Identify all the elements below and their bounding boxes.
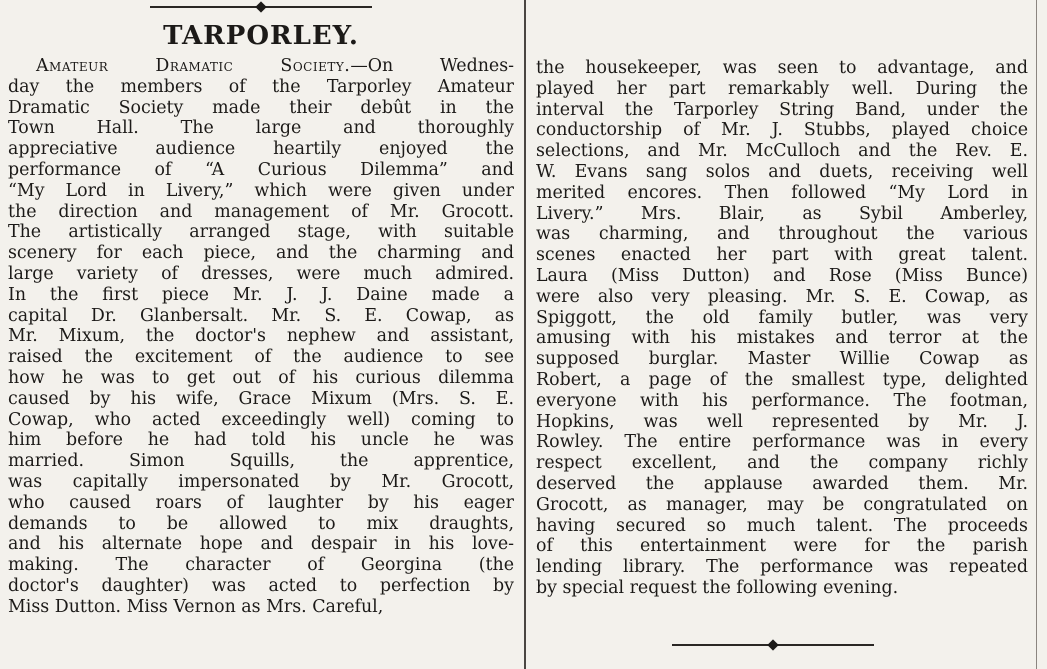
text-line: him before he had told his uncle he was xyxy=(8,430,514,451)
text-line: merited encores. Then followed “My Lord in xyxy=(536,182,1028,203)
text-line: and his alternate hope and despair in his love- xyxy=(8,534,514,555)
text-line: “My Lord in Livery,” which were given under xyxy=(8,180,514,201)
text-line: how he was to get out of his curious dilemma xyxy=(8,367,514,388)
text-line: everyone with his performance. The footman, xyxy=(536,390,1028,411)
text-line: selections, and Mr. McCulloch and the Rev. E. xyxy=(536,141,1028,162)
headline: TARPORLEY. xyxy=(163,21,359,51)
text-line: day the members of the Tarporley Amateur xyxy=(8,76,514,97)
text-line: deserved the applause awarded them. Mr. xyxy=(536,473,1028,494)
text-line: Laura (Miss Dutton) and Rose (Miss Bunce) xyxy=(536,265,1028,286)
text-line: large variety of dresses, were much admired. xyxy=(8,263,514,284)
text-line: scenes enacted her part with great talent. xyxy=(536,245,1028,266)
text-line: played her part remarkably well. During the xyxy=(536,78,1028,99)
text-line: Spiggott, the old family butler, was very xyxy=(536,307,1028,328)
text-line: the housekeeper, was seen to advantage, and xyxy=(536,58,1028,78)
text-line: Hopkins, was well represented by Mr. J. xyxy=(536,411,1028,432)
text-line: respect excellent, and the company richly xyxy=(536,453,1028,474)
text-line: the direction and management of Mr. Grocott. xyxy=(8,201,514,222)
text-line: Mr. Mixum, the doctor's nephew and assistant, xyxy=(8,326,514,347)
text-line: scenery for each piece, and the charming and xyxy=(8,243,514,264)
text-line: Grocott, as manager, may be congratulated on xyxy=(536,494,1028,515)
text-line: of this entertainment were for the parish xyxy=(536,536,1028,557)
text-line xyxy=(8,56,514,77)
text-line: married. Simon Squills, the apprentice, xyxy=(8,451,514,472)
column-divider xyxy=(524,0,526,669)
text-line: Miss Dutton. Miss Vernon as Mrs. Careful, xyxy=(8,596,384,617)
text-line: Dramatic Society made their debût in the xyxy=(8,97,514,118)
text-line: having secured so much talent. The proceeds xyxy=(536,515,1028,536)
top-rule-diamond xyxy=(255,1,266,12)
text-line: appreciative audience heartily enjoyed the xyxy=(8,139,514,160)
bottom-rule-diamond xyxy=(767,639,778,650)
text-line: Livery.” Mrs. Blair, as Sybil Amberley, xyxy=(536,203,1028,224)
text-line: lending library. The performance was repeated xyxy=(536,557,1028,578)
text-line: by special request the following evening. xyxy=(536,577,899,598)
text-line: supposed burglar. Master Willie Cowap as xyxy=(536,349,1028,370)
text-line: was capitally impersonated by Mr. Grocott, xyxy=(8,471,514,492)
text-line: doctor's daughter) was acted to perfection by xyxy=(8,575,514,596)
text-line: caused by his wife, Grace Mixum (Mrs. S. E. xyxy=(8,388,514,409)
text-line: were also very pleasing. Mr. S. E. Cowap, as xyxy=(536,286,1028,307)
text-line: The artistically arranged stage, with suitable xyxy=(8,222,514,243)
left-column-text xyxy=(8,56,514,618)
right-edge-rule xyxy=(1036,0,1037,669)
text-line: raised the excitement of the audience to see xyxy=(8,347,514,368)
text-line: W. Evans sang solos and duets, receiving well xyxy=(536,161,1028,182)
text-line: making. The character of Georgina (the xyxy=(8,555,514,576)
text-line: demands to be allowed to mix draughts, xyxy=(8,513,514,534)
text-line: Rowley. The entire performance was in every xyxy=(536,432,1028,453)
right-column-text xyxy=(536,58,1028,599)
text-line: Cowap, who acted exceedingly well) coming to xyxy=(8,409,514,430)
text-line: interval the Tarporley String Band, under the xyxy=(536,99,1028,120)
text-line: conductorship of Mr. J. Stubbs, played choice xyxy=(536,120,1028,141)
text-line: performance of “A Curious Dilemma” and xyxy=(8,159,514,180)
text-line: Robert, a page of the smallest type, delighted xyxy=(536,369,1028,390)
text-line: capital Dr. Glanbersalt. Mr. S. E. Cowap, as xyxy=(8,305,514,326)
section-lead: Amateur Dramatic Society. xyxy=(36,56,351,76)
text-line: was charming, and throughout the various xyxy=(536,224,1028,245)
text-line-rest: —On Wednes- xyxy=(350,56,514,76)
text-line: who caused roars of laughter by his eager xyxy=(8,492,514,513)
left-column xyxy=(8,20,514,618)
text-line: amusing with his mistakes and terror at the xyxy=(536,328,1028,349)
text-line: Town Hall. The large and thoroughly xyxy=(8,118,514,139)
text-line: In the first piece Mr. J. J. Daine made a xyxy=(8,284,514,305)
right-column xyxy=(536,58,1028,599)
